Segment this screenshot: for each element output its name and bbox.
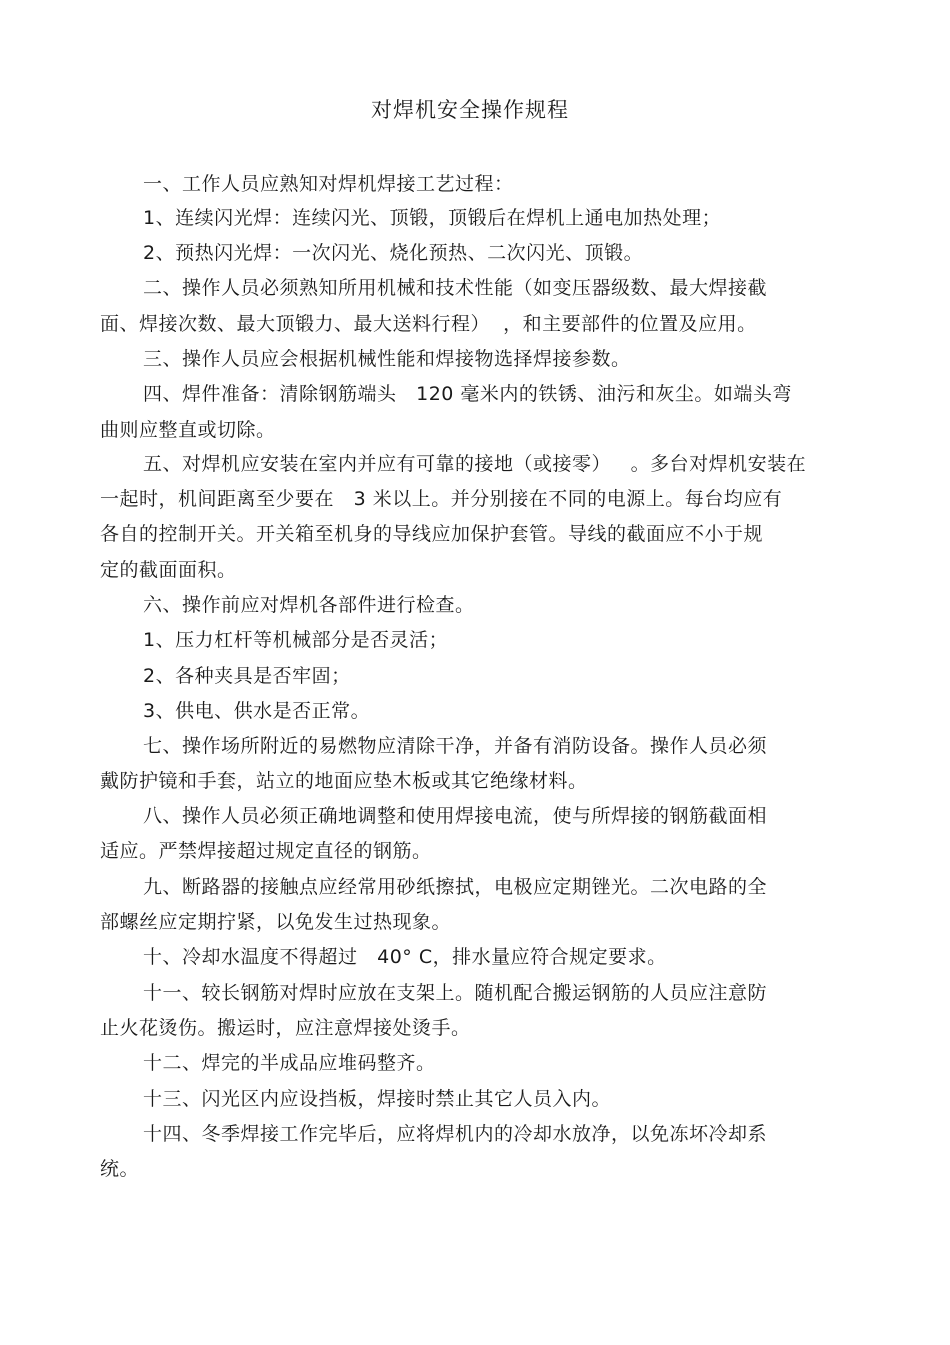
text-line: 二、操作人员必须熟知所用机械和技术性能（如变压器级数、最大焊接截 (143, 277, 768, 299)
text-line: 部螺丝应定期拧紧，以免发生过热现象。 (100, 911, 452, 933)
text-line: 一、工作人员应熟知对焊机焊接工艺过程： (143, 173, 514, 195)
text-line: 三、操作人员应会根据机械性能和焊接物选择焊接参数。 (143, 348, 631, 370)
text-line: 八、操作人员必须正确地调整和使用焊接电流，使与所焊接的钢筋截面相 (143, 805, 768, 827)
text-line: 九、断路器的接触点应经常用砂纸擦拭，电极应定期锉光。二次电路的全 (143, 876, 768, 898)
text-line: 2、各种夹具是否牢固； (143, 665, 351, 687)
text-line: 各自的控制开关。开关箱至机身的导线应加保护套管。导线的截面应不小于规 (100, 523, 764, 545)
text-line: 1、连续闪光焊：连续闪光、顶锻，顶锻后在焊机上通电加热处理； (143, 207, 722, 229)
text-line: 1、压力杠杆等机械部分是否灵活； (143, 629, 449, 651)
text-line: 十、冷却水温度不得超过 40° C，排水量应符合规定要求。 (143, 946, 667, 968)
text-line: 面、焊接次数、最大顶锻力、最大送料行程） ，和主要部件的位置及应用。 (100, 313, 757, 335)
text-line: 止火花烫伤。搬运时，应注意焊接处烫手。 (100, 1017, 471, 1039)
text-line: 四、焊件准备：清除钢筋端头 120 毫米内的铁锈、油污和灰尘。如端头弯 (143, 383, 792, 405)
text-line: 3、供电、供水是否正常。 (143, 700, 371, 722)
text-line: 六、操作前应对焊机各部件进行检查。 (143, 594, 475, 616)
text-line: 五、对焊机应安装在室内并应有可靠的接地（或接零） 。多台对焊机安装在 (143, 453, 807, 475)
text-line: 曲则应整直或切除。 (100, 419, 276, 441)
text-line: 十二、焊完的半成品应堆码整齐。 (143, 1052, 436, 1074)
text-line: 一起时，机间距离至少要在 3 米以上。并分别接在不同的电源上。每台均应有 (100, 488, 783, 510)
text-line: 戴防护镜和手套，站立的地面应垫木板或其它绝缘材料。 (100, 770, 588, 792)
text-line: 2、预热闪光焊：一次闪光、烧化预热、二次闪光、顶锻。 (143, 242, 644, 264)
text-line: 十四、冬季焊接工作完毕后，应将焊机内的冷却水放净，以免冻坏冷却系 (143, 1123, 768, 1145)
text-line: 定的截面面积。 (100, 559, 237, 581)
document-title: 对焊机安全操作规程 (371, 98, 569, 122)
text-line: 适应。严禁焊接超过规定直径的钢筋。 (100, 840, 432, 862)
text-line: 十一、较长钢筋对焊时应放在支架上。随机配合搬运钢筋的人员应注意防 (143, 982, 768, 1004)
text-line: 统。 (100, 1158, 140, 1180)
text-line: 十三、闪光区内应设挡板，焊接时禁止其它人员入内。 (143, 1088, 612, 1110)
text-line: 七、操作场所附近的易燃物应清除干净，并备有消防设备。操作人员必须 (143, 735, 768, 757)
